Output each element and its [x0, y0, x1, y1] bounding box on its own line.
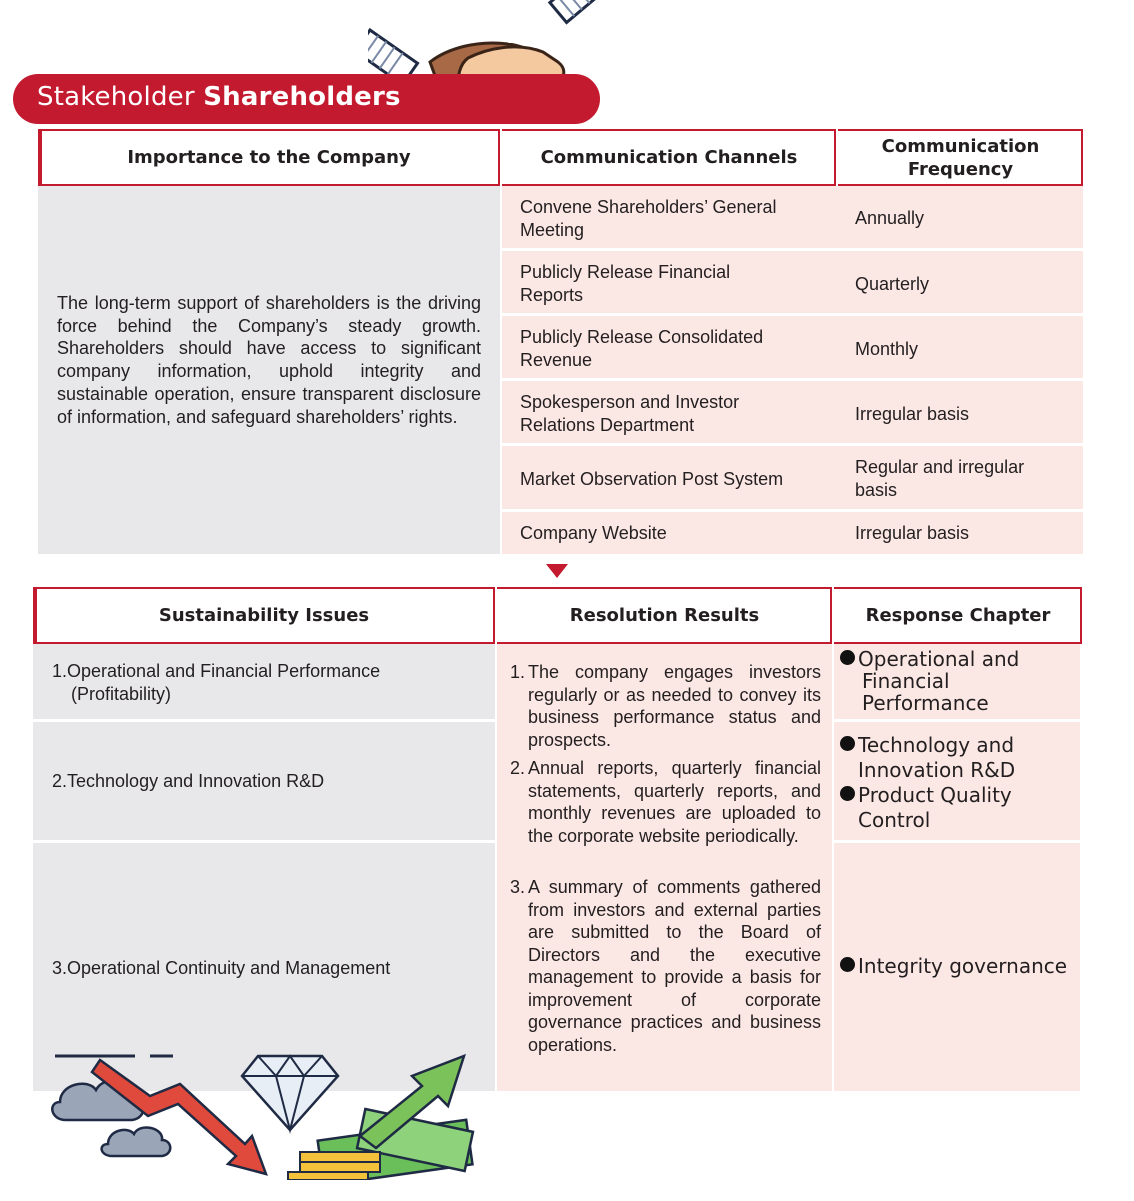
- frequency-cell: Monthly: [855, 339, 919, 359]
- bullet-icon: [840, 650, 855, 665]
- issue-item: 3.Operational Continuity and Management: [52, 958, 391, 978]
- issue-item: 2.Technology and Innovation R&D: [52, 771, 325, 791]
- bullet-icon: [840, 786, 855, 801]
- finance-illustration: [30, 1040, 480, 1180]
- chapter-item: Technology and Innovation R&D: [840, 733, 1070, 783]
- frequency-cell: Annually: [855, 208, 925, 228]
- section-title: Stakeholder Shareholders: [37, 82, 401, 112]
- channel-cell: Spokesperson and Investor Relations Department: [520, 392, 740, 435]
- issue-item: 1.Operational and Financial Performance (Profitability): [52, 661, 381, 704]
- channel-cell: Publicly Release Consolidated Revenue: [520, 327, 764, 370]
- importance-text: The long-term support of shareholders is the driving force behind the Company’s steady growth. Shareholders should have access to significant company information, uphold integrity and sustainable operation, ensure transparent disclosure of information, and safeguard shareholders’ rights.: [57, 293, 481, 427]
- result-item: 2. Annual reports, quarterly financial statements, quarterly reports, and monthly revenues are uploaded to the corporate website periodically.: [510, 758, 821, 846]
- frequency-cell: Quarterly: [855, 274, 930, 294]
- result-item: 1. The company engages investors regularly or as needed to convey its business performance status and prospects.: [510, 662, 821, 750]
- bullet-icon: [840, 957, 855, 972]
- chapter-item: Integrity governance: [840, 955, 1075, 977]
- channel-cell: Publicly Release Financial Reports: [520, 262, 731, 305]
- column-header-issues: Sustainability Issues: [33, 587, 495, 644]
- column-header-chapter: Response Chapter: [834, 587, 1082, 644]
- channel-cell: Company Website: [520, 523, 667, 543]
- chapter-item: Product Quality Control: [840, 783, 1070, 833]
- result-item: 3. A summary of comments gathered from investors and external parties are submitted to the Board of Directors and the executive management to provide a basis for improvement of corporate governance practices and business operations.: [510, 877, 821, 1055]
- channel-cell: Convene Shareholders’ General Meeting: [520, 197, 777, 240]
- channel-cell: Market Observation Post System: [520, 469, 784, 489]
- column-header-frequency: Communication Frequency: [838, 129, 1083, 186]
- frequency-cell: Irregular basis: [855, 523, 970, 543]
- clouds-icon: [52, 1081, 170, 1156]
- column-header-importance: Importance to the Company: [38, 129, 500, 186]
- chapter-item: Operational and Financial Performance: [840, 648, 1070, 714]
- down-arrow-icon: [546, 564, 568, 578]
- column-header-channels: Communication Channels: [502, 129, 836, 186]
- frequency-cell: Regular and irregular basis: [855, 457, 1025, 500]
- frequency-cell: Irregular basis: [855, 404, 970, 424]
- column-header-results: Resolution Results: [497, 587, 832, 644]
- bullet-icon: [840, 736, 855, 751]
- issues-panel: [33, 644, 495, 1091]
- diamond-icon: [242, 1056, 338, 1130]
